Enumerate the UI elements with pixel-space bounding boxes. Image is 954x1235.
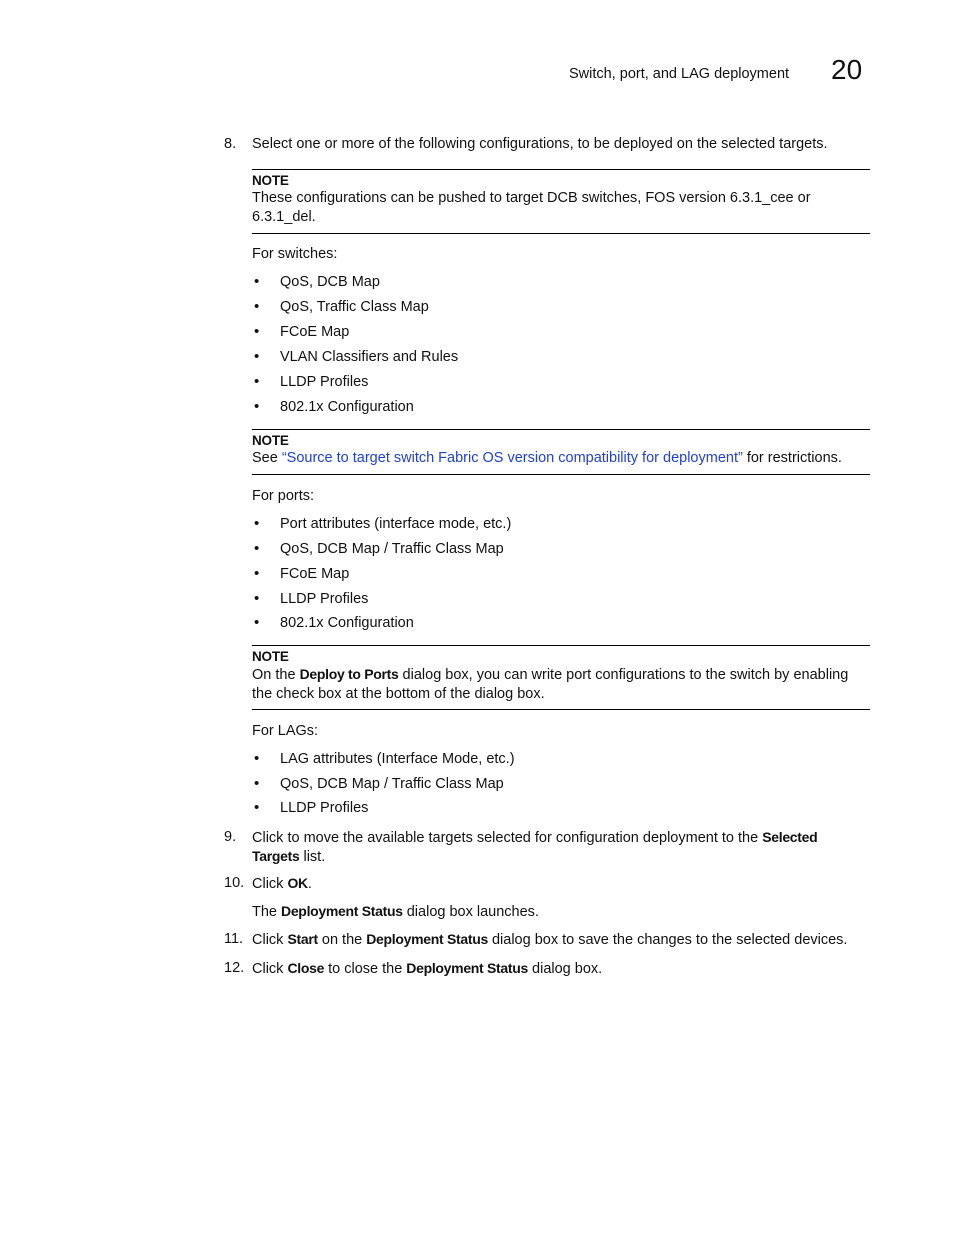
note-box: [252, 429, 870, 475]
ui-term: OK: [287, 875, 308, 891]
list-item-text: LAG attributes (Interface Mode, etc.): [280, 751, 515, 767]
list-item-text: FCoE Map: [280, 566, 350, 582]
bullet-icon: •: [254, 398, 260, 415]
note-text: On the: [252, 667, 300, 683]
list-item-text: FCoE Map: [280, 324, 350, 340]
list-item-text: VLAN Classifiers and Rules: [280, 349, 459, 365]
bullet-icon: •: [254, 614, 260, 631]
ui-term: Deploy to Ports: [299, 666, 399, 682]
bullet-icon: •: [254, 298, 260, 315]
note-text: for restrictions.: [742, 450, 842, 466]
ports-label: For ports:: [252, 488, 315, 504]
note-box: [252, 169, 870, 234]
ui-term: Selected: [762, 829, 818, 845]
note-line: the check box at the bottom of the dialog box.: [252, 686, 545, 702]
list-item-text: 802.1x Configuration: [280, 399, 414, 415]
ui-term: Close: [287, 960, 325, 976]
bullet-icon: •: [254, 799, 260, 816]
step-number: 8.: [224, 136, 237, 152]
note-text: See: [252, 450, 282, 466]
note-heading: NOTE: [252, 649, 289, 664]
bullet-icon: •: [254, 323, 260, 340]
note-heading: NOTE: [252, 433, 289, 448]
bullet-icon: •: [254, 775, 260, 792]
note-body: [252, 665, 870, 709]
step-10-result: The Deployment Status dialog box launches.: [252, 903, 539, 920]
bullet-icon: •: [254, 565, 260, 582]
ui-term: Start: [287, 931, 318, 947]
chapter-number: 20: [831, 54, 863, 85]
step-text: Click Start on the Deployment Status dialog box to save the changes to the selected devices.: [252, 931, 848, 948]
note-box: [252, 645, 870, 710]
cross-reference-link[interactable]: “Source to target switch Fabric OS version compatibility for deployment”: [281, 450, 743, 466]
bullet-icon: •: [254, 540, 260, 557]
step-text: Select one or more of the following configurations, to be deployed on the selected targets.: [252, 136, 828, 152]
note-line: 6.3.1_del.: [252, 209, 316, 225]
list-item-text: LLDP Profiles: [280, 374, 369, 390]
bullet-icon: •: [254, 348, 260, 365]
step-text: Click to move the available targets selected for configuration deployment to the Selected Targets list.: [252, 829, 818, 865]
list-item-text: LLDP Profiles: [280, 591, 369, 607]
bullet-icon: •: [254, 750, 260, 767]
bullet-icon: •: [254, 373, 260, 390]
note-line: These configurations can be pushed to target DCB switches, FOS version 6.3.1_cee or: [252, 190, 811, 206]
list-item-text: Port attributes (interface mode, etc.): [280, 516, 512, 532]
bullet-icon: •: [254, 515, 260, 532]
list-item-text: QoS, DCB Map: [280, 274, 380, 290]
switches-label: For switches:: [252, 246, 338, 262]
bullet-icon: •: [254, 273, 260, 290]
ui-term: Deployment Status: [406, 960, 528, 976]
ui-term: Targets: [252, 848, 300, 864]
note-text: dialog box, you can write port configurations to the switch by enabling: [398, 667, 849, 683]
list-item-text: QoS, DCB Map / Traffic Class Map: [280, 541, 504, 557]
list-item-text: 802.1x Configuration: [280, 615, 414, 631]
step-number: 12.: [224, 960, 245, 976]
bullet-icon: •: [254, 590, 260, 607]
list-item-text: QoS, DCB Map / Traffic Class Map: [280, 776, 504, 792]
step-number: 10.: [224, 875, 245, 891]
list-item-text: QoS, Traffic Class Map: [280, 299, 429, 315]
ui-term: Deployment Status: [366, 931, 488, 947]
step-number: 9.: [224, 829, 237, 845]
note-body: [252, 449, 870, 473]
list-item-text: LLDP Profiles: [280, 800, 369, 816]
ui-term: Deployment Status: [281, 903, 403, 919]
step-number: 11.: [224, 931, 244, 947]
note-heading: NOTE: [252, 173, 289, 188]
step-text: Click OK.: [252, 875, 312, 892]
note-body: [252, 189, 870, 232]
section-title: Switch, port, and LAG deployment: [569, 66, 790, 82]
lags-label: For LAGs:: [252, 723, 319, 739]
step-text: Click Close to close the Deployment Status dialog box.: [252, 960, 603, 977]
